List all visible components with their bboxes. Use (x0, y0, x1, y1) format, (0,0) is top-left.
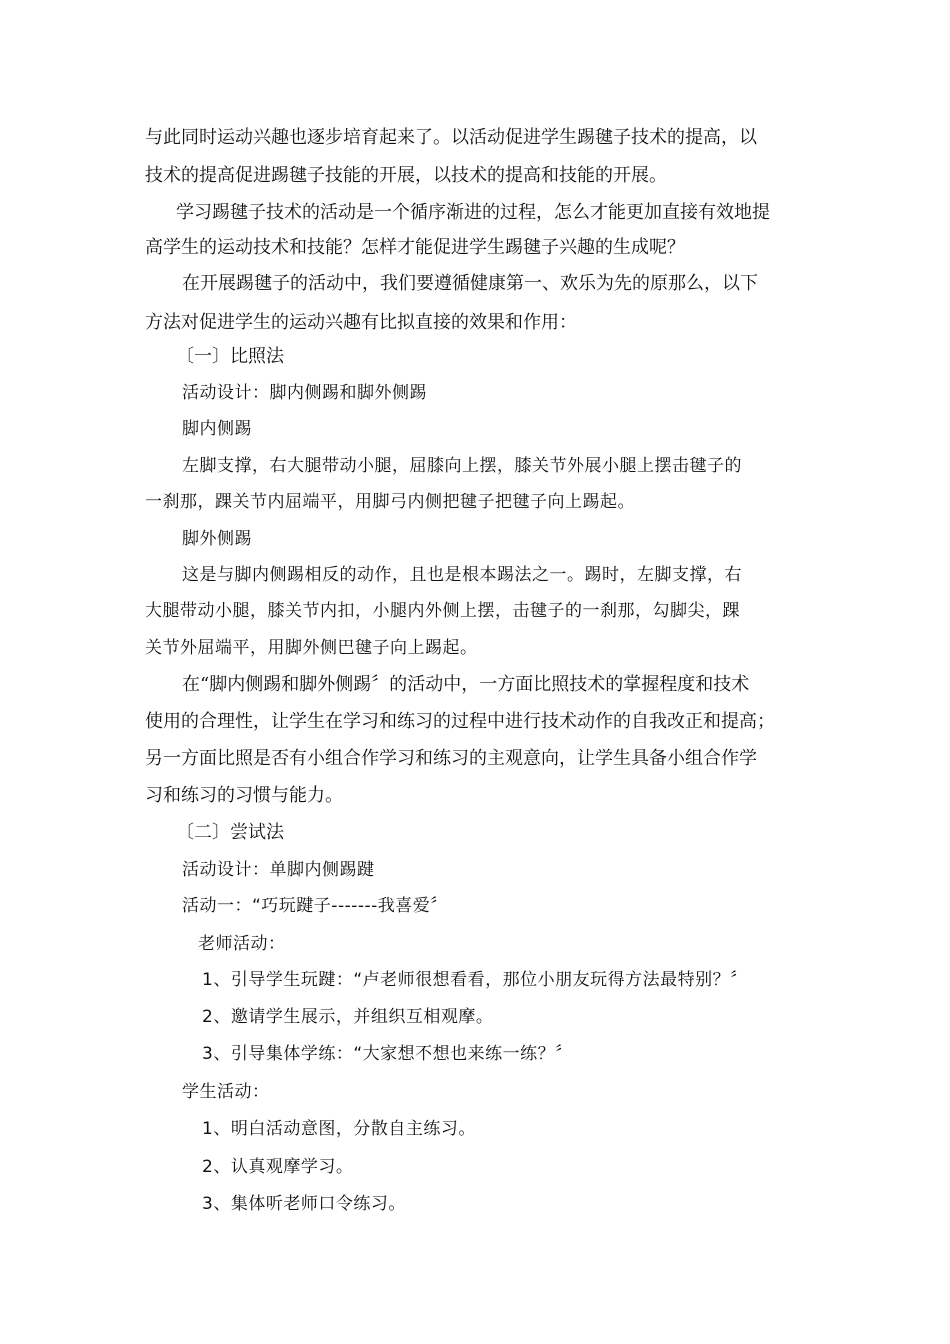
paragraph-line: 学习踢毽子技术的活动是一个循序渐进的过程，怎么才能更加直接有效地提 (176, 202, 770, 223)
subheading: 老师活动： (198, 934, 286, 954)
paragraph-line: 这是与脚内侧踢相反的动作，且也是根本踢法之一。踢时，左脚支撑，右 (182, 565, 742, 585)
list-item: 2、认真观摩学习。 (202, 1157, 354, 1177)
list-item: 3、引导集体学练：“大家想不想也来练一练？〞 (202, 1044, 573, 1064)
paragraph-line: 一刹那，踝关节内屈端平，用脚弓内侧把毽子把毽子向上踢起。 (145, 492, 635, 512)
section-heading: 〔二〕尝试法 (176, 822, 284, 843)
subheading: 脚外侧踢 (182, 529, 252, 549)
paragraph-line: 在“脚内侧踢和脚外侧踢〞的活动中，一方面比照技术的掌握程度和技术 (182, 674, 750, 695)
activity-title: 活动一：“巧玩踺子-------我喜爱〞 (182, 896, 448, 916)
activity-design-line: 活动设计：脚内侧踢和脚外侧踢 (182, 383, 427, 403)
paragraph-line: 另一方面比照是否有小组合作学习和练习的主观意向，让学生具备小组合作学 (145, 748, 757, 769)
subheading: 脚内侧踢 (182, 419, 252, 439)
list-item: 3、集体听老师口令练习。 (202, 1194, 406, 1214)
paragraph-line: 左脚支撑，右大腿带动小腿，屈膝向上摆，膝关节外展小腿上摆击毽子的 (182, 456, 742, 476)
list-item: 1、明白活动意图，分散自主练习。 (202, 1119, 476, 1139)
activity-design-line: 活动设计：单脚内侧踢踺 (182, 860, 375, 880)
paragraph-line: 与此同时运动兴趣也逐步培育起来了。以活动促进学生踢毽子技术的提高，以 (145, 127, 757, 148)
paragraph-line: 高学生的运动技术和技能？怎样才能促进学生踢毽子兴趣的生成呢？ (145, 237, 685, 258)
paragraph-line: 使用的合理性，让学生在学习和练习的过程中进行技术动作的自我改正和提高； (145, 711, 775, 732)
list-item: 1、引导学生玩踺：“卢老师很想看看，那位小朋友玩得方法最特别？〞 (202, 970, 748, 990)
paragraph-line: 大腿带动小腿，膝关节内扣，小腿内外侧上摆，击毽子的一刹那，勾脚尖，踝 (145, 601, 740, 621)
section-heading: 〔一〕比照法 (176, 346, 284, 367)
paragraph-line: 技术的提高促进踢毽子技能的开展，以技术的提高和技能的开展。 (145, 165, 667, 186)
paragraph-line: 方法对促进学生的运动兴趣有比拟直接的效果和作用： (145, 312, 577, 333)
list-item: 2、邀请学生展示，并组织互相观摩。 (202, 1007, 494, 1027)
paragraph-line: 关节外屈端平，用脚外侧巴毽子向上踢起。 (145, 638, 478, 658)
paragraph-line: 习和练习的习惯与能力。 (145, 785, 343, 806)
paragraph-line: 在开展踢毽子的活动中，我们要遵循健康第一、欢乐为先的原那么，以下 (182, 273, 758, 294)
subheading: 学生活动： (182, 1082, 270, 1102)
